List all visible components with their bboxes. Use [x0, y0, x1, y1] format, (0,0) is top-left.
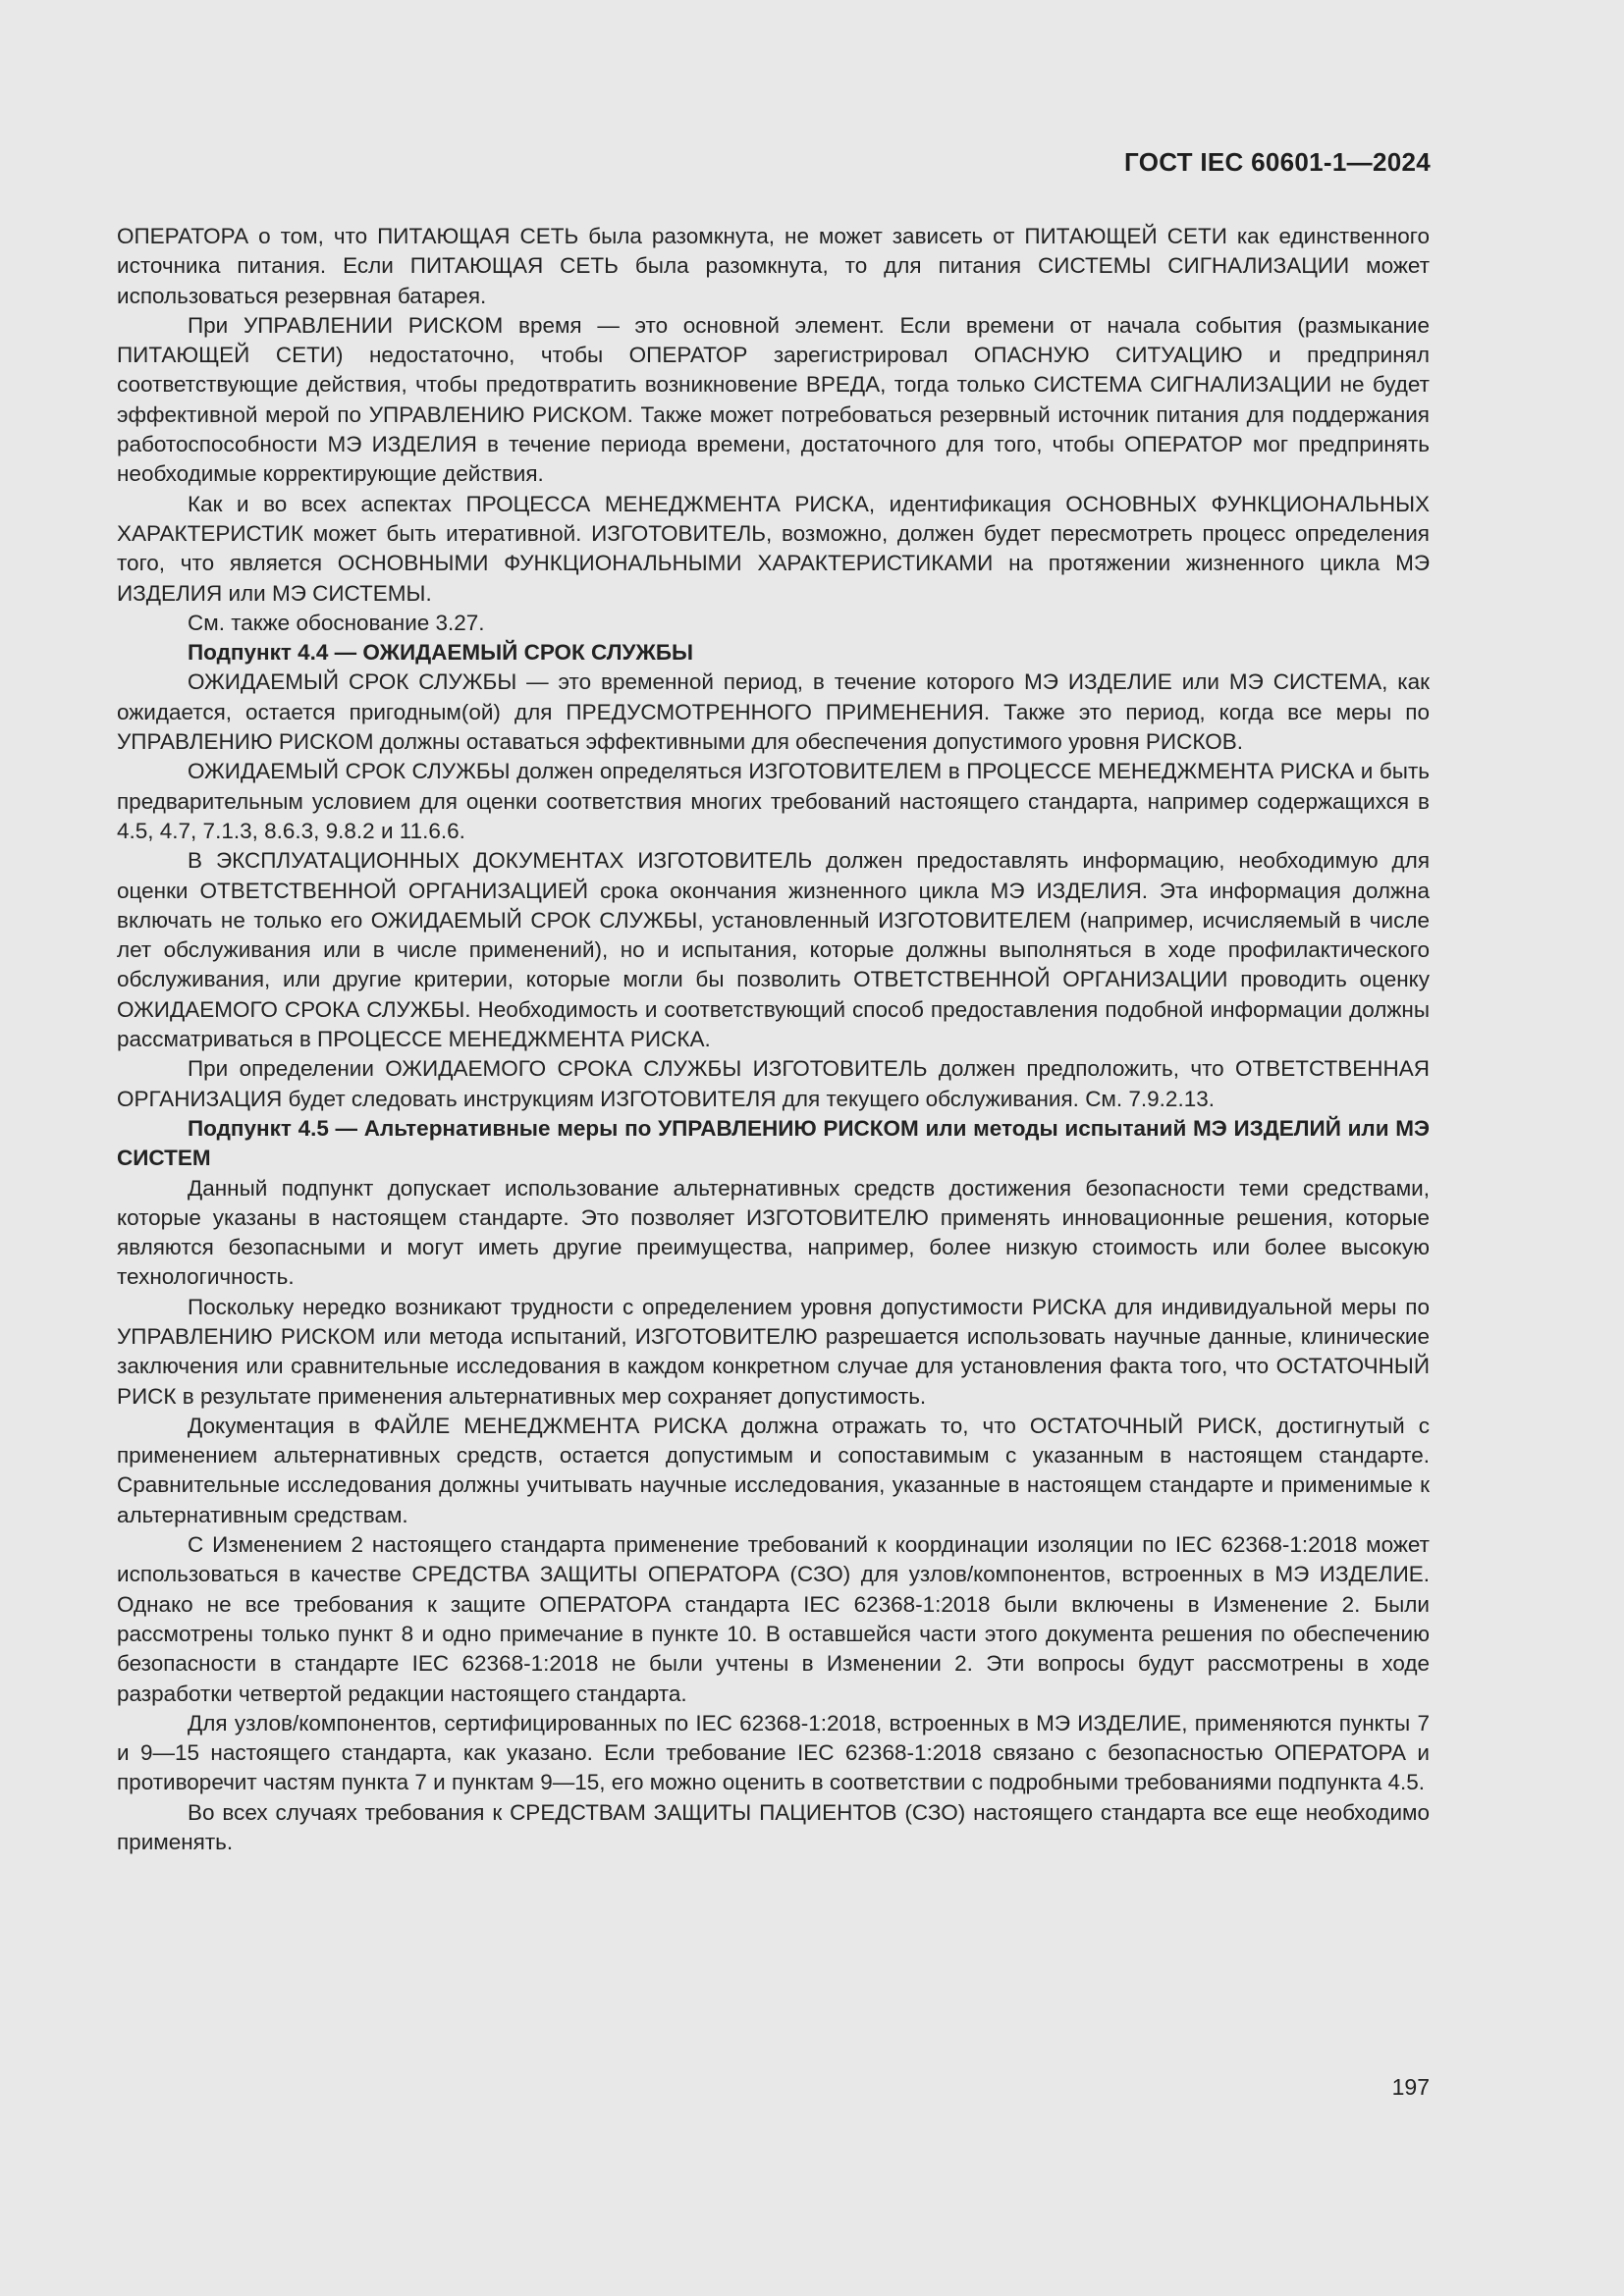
page-header-standard-id: ГОСТ IEC 60601-1—2024: [1124, 147, 1431, 177]
section-heading-4-4: Подпункт 4.4 — ОЖИДАЕМЫЙ СРОК СЛУЖБЫ: [188, 640, 694, 666]
page-number: 197: [1391, 2074, 1430, 2100]
paragraph-continued: ОПЕРАТОРА о том, что ПИТАЮЩАЯ СЕТЬ была разомкнута, не может зависеть от ПИТАЮЩЕЙ СЕТИ как единственного источника питания. Если ПИТАЮЩАЯ СЕТЬ была разомкнута, то для питания СИСТЕМЫ СИГНАЛИЗАЦИИ может использоваться резервная батарея.: [117, 224, 1430, 308]
paragraph: С Изменением 2 настоящего стандарта применение требований к координации изоляции по IEC 62368-1:2018 может использоваться в качестве СРЕДСТВА ЗАЩИТЫ ОПЕРАТОРА (СЗО) для узлов/компонентов, встроенных в МЭ ИЗДЕЛИЕ. Однако не все требования к защите ОПЕРАТОРА стандарта IEC 62368-1:2018 были включены в Изменение 2. Были рассмотрены только пункт 8 и одно примечание в пункте 10. В оставшейся части этого документа решения по обеспечению безопасности в стандарте IEC 62368-1:2018 не были учтены в Изменении 2. Эти вопросы будут рассмотрены в ходе разработки четвертой редакции настоящего стандарта.: [117, 1532, 1430, 1706]
paragraph: Для узлов/компонентов, сертифицированных по IEC 62368-1:2018, встроенных в МЭ ИЗДЕЛИЕ, применяются пункты 7 и 9—15 настоящего стандарта, как указано. Если требование IEC 62368-1:2018 связано с безопасностью ОПЕРАТОРА и противоречит частям пункта 7 и пунктам 9—15, его можно оценить в соответствии с подробными требованиями подпункта 4.5.: [117, 1710, 1430, 1795]
document-body: [117, 222, 1430, 1857]
section-heading-4-5: Подпункт 4.5 — Альтернативные меры по УПРАВЛЕНИЮ РИСКОМ или методы испытаний МЭ ИЗДЕЛИЙ или МЭ СИСТЕМ: [117, 1115, 1430, 1171]
paragraph: Документация в ФАЙЛЕ МЕНЕДЖМЕНТА РИСКА должна отражать то, что ОСТАТОЧНЫЙ РИСК, достигнутый с применением альтернативных средств, остается допустимым и сопоставимым с указанным в настоящем стандарте. Сравнительные исследования должны учитывать научные исследования, указанные в настоящем стандарте и применимые к альтернативным средствам.: [117, 1413, 1430, 1527]
paragraph: ОЖИДАЕМЫЙ СРОК СЛУЖБЫ — это временной период, в течение которого МЭ ИЗДЕЛИЕ или МЭ СИСТЕМА, как ожидается, остается пригодным(ой) для ПРЕДУСМОТРЕННОГО ПРИМЕНЕНИЯ. Также это период, когда все меры по УПРАВЛЕНИЮ РИСКОМ должны оставаться эффективными для обеспечения допустимого уровня РИСКОВ.: [117, 669, 1430, 755]
paragraph: См. также обоснование 3.27.: [188, 610, 485, 635]
paragraph: В ЭКСПЛУАТАЦИОННЫХ ДОКУМЕНТАХ ИЗГОТОВИТЕЛЬ должен предоставлять информацию, необходимую для оценки ОТВЕТСТВЕННОЙ ОРГАНИЗАЦИЕЙ срока окончания жизненного цикла МЭ ИЗДЕЛИЯ. Эта информация должна включать не только его ОЖИДАЕМЫЙ СРОК СЛУЖБЫ, установленный ИЗГОТОВИТЕЛЕМ (например, исчисляемый в числе лет обслуживания или в числе применений), но и испытания, которые должны выполняться в ходе профилактического обслуживания, или другие критерии, которые могли бы позволить ОТВЕТСТВЕННОЙ ОРГАНИЗАЦИИ проводить оценку ОЖИДАЕМОГО СРОКА СЛУЖБЫ. Необходимость и соответствующий способ предоставления подобной информации должны рассматриваться в ПРОЦЕССЕ МЕНЕДЖМЕНТА РИСКА.: [117, 848, 1430, 1052]
paragraph: Как и во всех аспектах ПРОЦЕССА МЕНЕДЖМЕНТА РИСКА, идентификация ОСНОВНЫХ ФУНКЦИОНАЛЬНЫХ ХАРАКТЕРИСТИК может быть итеративной. ИЗГОТОВИТЕЛЬ, возможно, должен будет пересмотреть процесс определения того, что является ОСНОВНЫМИ ФУНКЦИОНАЛЬНЫМИ ХАРАКТЕРИСТИКАМИ на протяжении жизненного цикла МЭ ИЗДЕЛИЯ или МЭ СИСТЕМЫ.: [117, 491, 1430, 606]
paragraph: Поскольку нередко возникают трудности с определением уровня допустимости РИСКА для индивидуальной меры по УПРАВЛЕНИЮ РИСКОМ или метода испытаний, ИЗГОТОВИТЕЛЮ разрешается использовать научные данные, клинические заключения или сравнительные исследования в каждом конкретном случае для установления факта того, что ОСТАТОЧНЫЙ РИСК в результате применения альтернативных мер сохраняет допустимость.: [117, 1294, 1430, 1409]
paragraph: При УПРАВЛЕНИИ РИСКОМ время — это основной элемент. Если времени от начала события (размыкание ПИТАЮЩЕЙ СЕТИ) недостаточно, чтобы ОПЕРАТОР зарегистрировал ОПАСНУЮ СИТУАЦИЮ и предпринял соответствующие действия, чтобы предотвратить возникновение ВРЕДА, тогда только СИСТЕМА СИГНАЛИЗАЦИИ не будет эффективной мерой по УПРАВЛЕНИЮ РИСКОМ. Также может потребоваться резервный источник питания для поддержания работоспособности МЭ ИЗДЕЛИЯ в течение периода времени, достаточного для того, чтобы ОПЕРАТОР мог предпринять необходимые корректирующие действия.: [117, 312, 1430, 487]
paragraph: ОЖИДАЕМЫЙ СРОК СЛУЖБЫ должен определяться ИЗГОТОВИТЕЛЕМ в ПРОЦЕССЕ МЕНЕДЖМЕНТА РИСКА и быть предварительным условием для оценки соответствия многих требований настоящего стандарта, например содержащихся в 4.5, 4.7, 7.1.3, 8.6.3, 9.8.2 и 11.6.6.: [117, 759, 1430, 843]
paragraph: Во всех случаях требования к СРЕДСТВАМ ЗАЩИТЫ ПАЦИЕНТОВ (СЗО) настоящего стандарта все еще необходимо применять.: [117, 1799, 1430, 1855]
paragraph: Данный подпункт допускает использование альтернативных средств достижения безопасности теми средствами, которые указаны в настоящем стандарте. Это позволяет ИЗГОТОВИТЕЛЮ применять инновационные решения, которые являются безопасными и могут иметь другие преимущества, например, более низкую стоимость или более высокую технологичность.: [117, 1175, 1430, 1290]
paragraph: При определении ОЖИДАЕМОГО СРОКА СЛУЖБЫ ИЗГОТОВИТЕЛЬ должен предположить, что ОТВЕТСТВЕННАЯ ОРГАНИЗАЦИЯ будет следовать инструкциям ИЗГОТОВИТЕЛЯ для текущего обслуживания. См. 7.9.2.13.: [117, 1056, 1430, 1111]
